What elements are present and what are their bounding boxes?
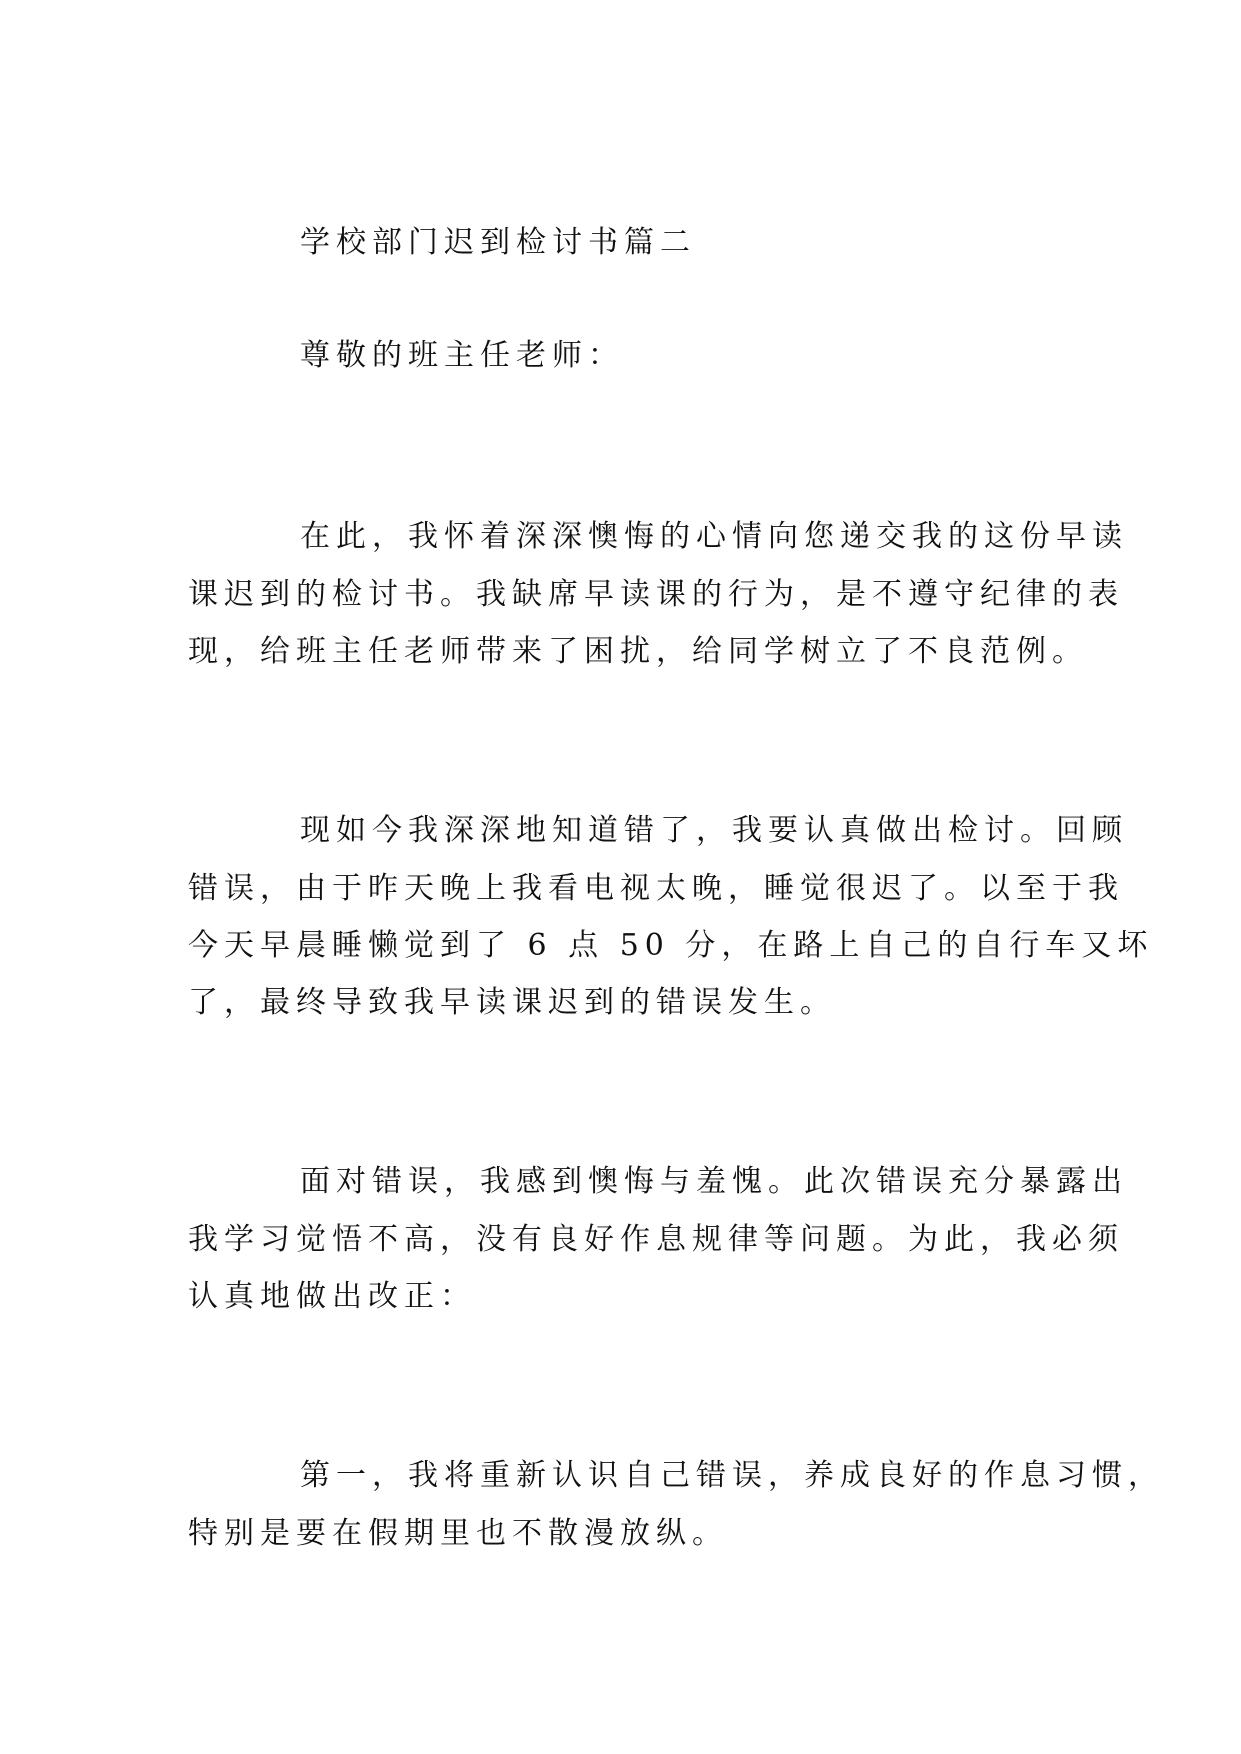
paragraph-4-line-1: 第一，我将重新认识自己错误，养成良好的作息习惯， [300, 1458, 1164, 1493]
paragraph-1-line-1: 在此，我怀着深深懊悔的心情向您递交我的这份早读 [300, 519, 1128, 554]
document-heading: 学校部门迟到检讨书篇二 [300, 225, 696, 260]
paragraph-2-line-3: 今天早晨睡懒觉到了 6 点 50 分，在路上自己的自行车又坏 [188, 928, 1154, 963]
salutation: 尊敬的班主任老师： [300, 338, 624, 373]
paragraph-3-line-2: 我学习觉悟不高，没有良好作息规律等问题。为此，我必须 [188, 1222, 1124, 1257]
paragraph-1-line-3: 现，给班主任老师带来了困扰，给同学树立了不良范例。 [188, 634, 1088, 669]
paragraph-3-line-3: 认真地做出改正： [188, 1279, 476, 1314]
paragraph-4-line-2: 特别是要在假期里也不散漫放纵。 [188, 1516, 728, 1551]
paragraph-1-line-2: 课迟到的检讨书。我缺席早读课的行为，是不遵守纪律的表 [188, 577, 1124, 612]
paragraph-2-line-1: 现如今我深深地知道错了，我要认真做出检讨。回顾 [300, 813, 1128, 848]
paragraph-2-line-2: 错误，由于昨天晚上我看电视太晚，睡觉很迟了。以至于我 [188, 871, 1124, 906]
paragraph-3-line-1: 面对错误，我感到懊悔与羞愧。此次错误充分暴露出 [300, 1164, 1128, 1199]
paragraph-2-line-4: 了，最终导致我早读课迟到的错误发生。 [188, 985, 836, 1020]
